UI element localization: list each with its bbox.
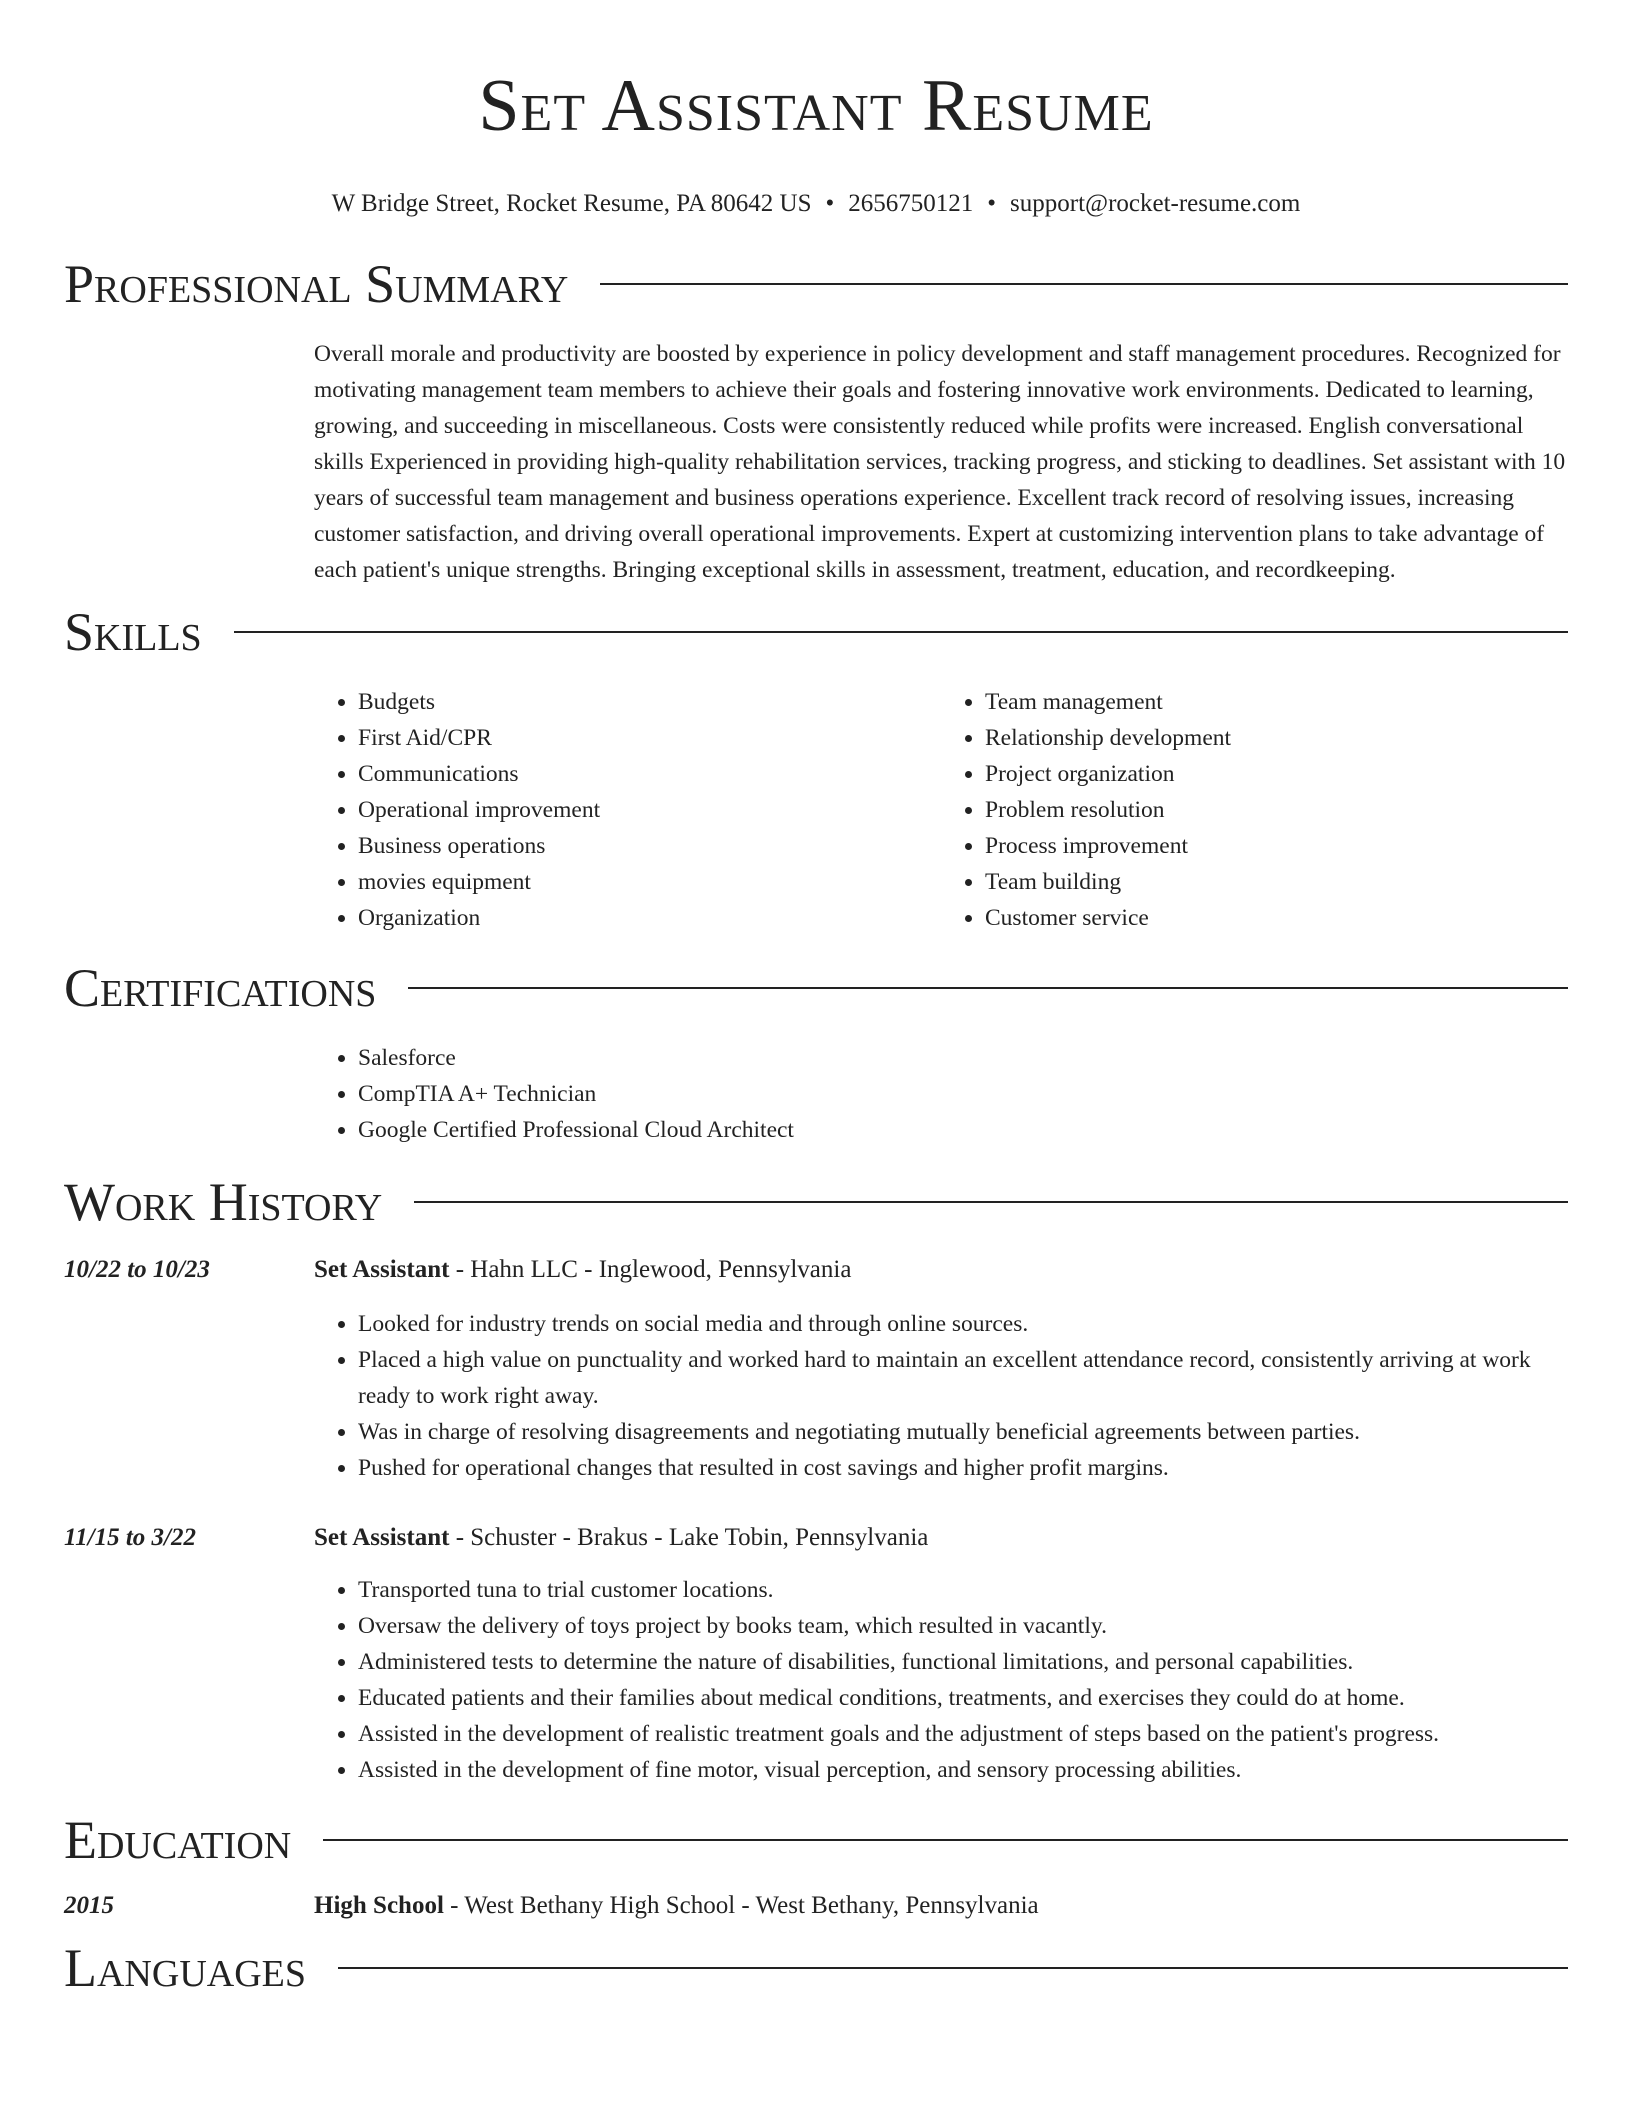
section-divider	[408, 987, 1568, 989]
section-divider	[414, 1201, 1568, 1203]
phone: 2656750121	[848, 190, 974, 217]
contact-separator: •	[825, 190, 835, 217]
skill-item: • First Aid/CPR	[358, 720, 941, 756]
section-title-skills: Skills	[64, 602, 202, 662]
skill-item: • Team management	[985, 684, 1568, 720]
summary-section-header	[64, 252, 1568, 316]
work-bullet: • Educated patients and their families about medical conditions, treatments, and exercises they could do at home.	[358, 1680, 1568, 1716]
education-year: 2015	[64, 1892, 114, 1919]
skill-item: • Project organization	[985, 756, 1568, 792]
section-divider	[323, 1839, 1568, 1841]
section-title-work-history: Work History	[64, 1172, 383, 1232]
job-company-location: - Hahn LLC - Inglewood, Pennsylvania	[449, 1256, 852, 1283]
skill-item: • Problem resolution	[985, 792, 1568, 828]
skill-item: • movies equipment	[358, 864, 941, 900]
work-entry	[64, 1520, 1568, 1556]
work-bullet: • Administered tests to determine the nature of disabilities, functional limitations, and personal capabilities.	[358, 1644, 1568, 1680]
skill-item: • Operational improvement	[358, 792, 941, 828]
certification-item: • Salesforce	[358, 1040, 1568, 1076]
education-heading	[314, 1888, 1039, 1924]
job-title: Set Assistant	[314, 1256, 450, 1283]
work-bullets	[314, 1572, 1568, 1788]
contact-separator: •	[987, 190, 997, 217]
skill-item: • Customer service	[985, 900, 1568, 936]
work-bullet: • Transported tuna to trial customer locations.	[358, 1572, 1568, 1608]
skill-item: • Relationship development	[985, 720, 1568, 756]
education-school-location: - West Bethany High School - West Bethany, Pennsylvania	[443, 1892, 1039, 1919]
skill-item: • Process improvement	[985, 828, 1568, 864]
section-title-summary: Professional Summary	[64, 254, 569, 314]
section-title-education: Education	[64, 1810, 292, 1870]
skill-item: • Organization	[358, 900, 941, 936]
education-section-header	[64, 1808, 1568, 1872]
skills-section-header	[64, 600, 1568, 664]
work-bullets	[314, 1306, 1568, 1486]
skill-item: • Communications	[358, 756, 941, 792]
certifications-list	[314, 1040, 1568, 1148]
skill-item: • Budgets	[358, 684, 941, 720]
work-bullet: • Looked for industry trends on social media and through online sources.	[358, 1306, 1568, 1342]
contact-line	[64, 188, 1568, 220]
section-divider	[234, 631, 1568, 633]
job-company-location: - Schuster - Brakus - Lake Tobin, Pennsylvania	[449, 1524, 929, 1551]
section-title-certifications: Certifications	[64, 958, 377, 1018]
work-entry	[64, 1252, 1568, 1288]
skill-item: • Team building	[985, 864, 1568, 900]
work-dates: 11/15 to 3/22	[64, 1524, 196, 1551]
work-bullet: • Was in charge of resolving disagreements and negotiating mutually beneficial agreements between parties.	[358, 1414, 1568, 1450]
education-degree: High School	[314, 1892, 444, 1919]
certifications-section-header	[64, 956, 1568, 1020]
skills-column-right	[941, 684, 1568, 936]
certification-item: • Google Certified Professional Cloud Architect	[358, 1112, 1568, 1148]
section-divider	[600, 283, 1568, 285]
work-bullet: • Assisted in the development of fine motor, visual perception, and sensory processing abilities.	[358, 1752, 1568, 1788]
work-heading	[314, 1520, 928, 1556]
work-bullet: • Assisted in the development of realistic treatment goals and the adjustment of steps based on the patient's progress.	[358, 1716, 1568, 1752]
certification-item: • CompTIA A+ Technician	[358, 1076, 1568, 1112]
summary-body	[314, 336, 1568, 588]
languages-section-header	[64, 1936, 1568, 2000]
section-divider	[338, 1967, 1568, 1969]
section-title-languages: Languages	[64, 1938, 306, 1998]
skills-list	[314, 684, 1568, 936]
summary-text: Overall morale and productivity are boosted by experience in policy development and staff management procedures. Recognized for motivating management team members to achieve their goals and fostering innovative work environments. Dedicated to learning, growing, and succeeding in miscellaneous. Costs were consistently reduced while profits were increased. English conversational skills Experienced in providing high-quality rehabilitation services, tracking progress, and sticking to deadlines. Set assistant with 10 years of successful team management and business operations experience. Excellent track record of resolving issues, increasing customer satisfaction, and driving overall operational improvements. Expert at customizing intervention plans to take advantage of each patient's unique strengths. Bringing exceptional skills in assessment, treatment, education, and recordkeeping.	[314, 341, 1566, 583]
skills-column-left	[314, 684, 941, 936]
work-dates: 10/22 to 10/23	[64, 1256, 210, 1283]
education-entry	[64, 1888, 1568, 1924]
address: W Bridge Street, Rocket Resume, PA 80642 US	[331, 190, 812, 217]
work-heading	[314, 1252, 851, 1288]
work-bullet: • Placed a high value on punctuality and worked hard to maintain an excellent attendance record, consistently arriving at work ready to work right away.	[358, 1342, 1568, 1414]
email-link[interactable]: support@rocket-resume.com	[1010, 190, 1301, 217]
work-bullet: • Pushed for operational changes that resulted in cost savings and higher profit margins.	[358, 1450, 1568, 1486]
resume-title: Set Assistant Resume	[478, 65, 1154, 147]
work-bullet: • Oversaw the delivery of toys project by books team, which resulted in vacantly.	[358, 1608, 1568, 1644]
work-history-section-header	[64, 1170, 1568, 1234]
skill-item: • Business operations	[358, 828, 941, 864]
job-title: Set Assistant	[314, 1524, 450, 1551]
